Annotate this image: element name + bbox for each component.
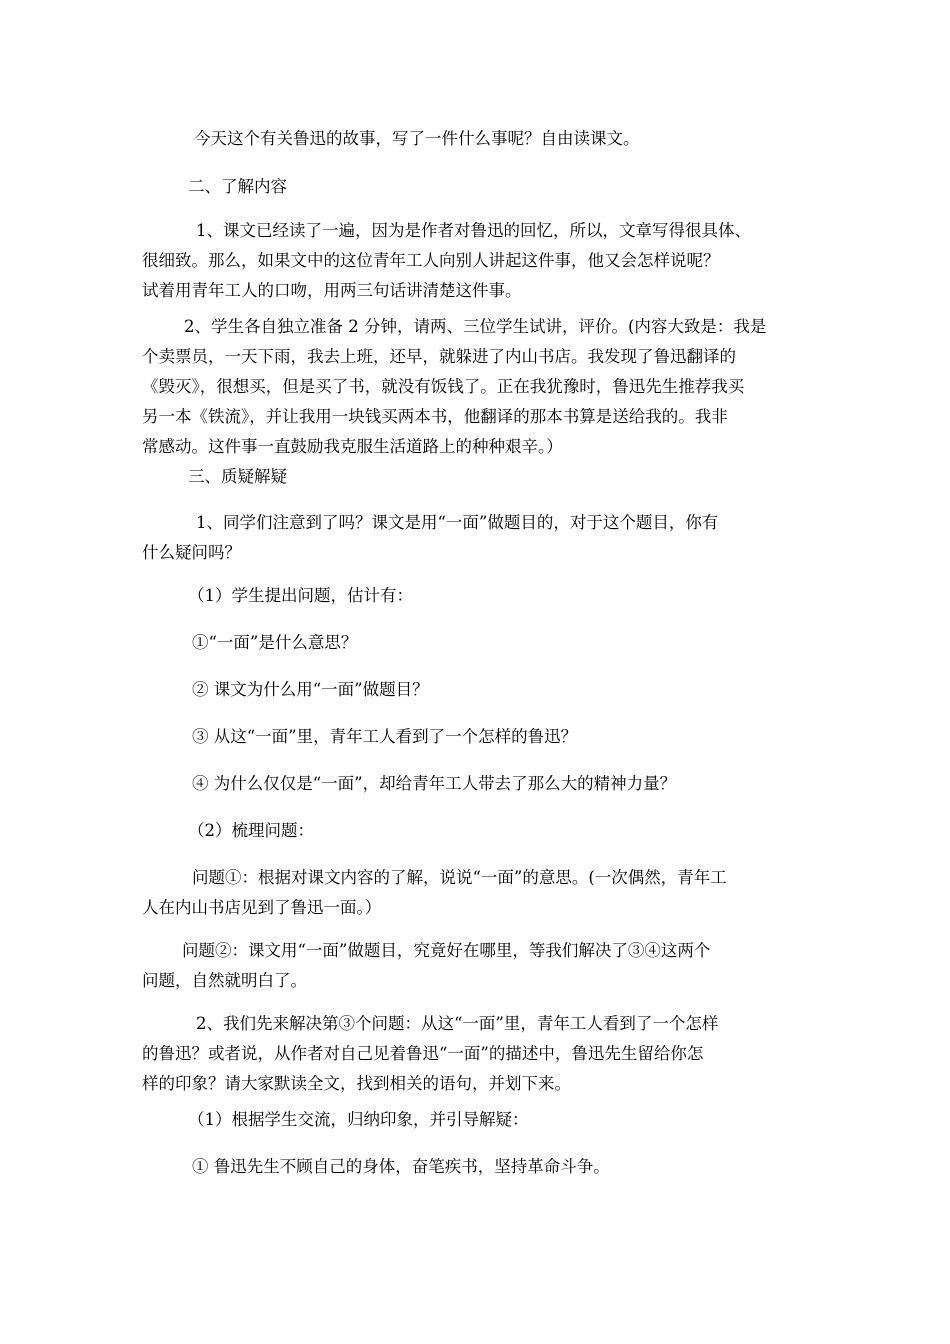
text-line: （1）学生提出问题，估计有： (188, 586, 413, 605)
paragraph-item-1 (142, 216, 808, 306)
paragraph-sub-1 (142, 581, 808, 611)
paragraph-sub-3 (142, 1105, 808, 1135)
text-line: 1、同学们注意到了吗？课文是用“一面”做题目的，对于这个题目，你有 (196, 513, 719, 532)
paragraph-question-2 (142, 1009, 808, 1099)
text-line: 常感动。这件事一直鼓励我克服生活道路上的种种艰辛。） (142, 437, 563, 456)
heading-text: 二、了解内容 (188, 177, 287, 196)
text-line: ①“一面”是什么意思？ (192, 633, 358, 652)
text-line: ④ 为什么仅仅是“一面”，却给青年工人带去了那么大的精神力量？ (192, 774, 677, 793)
text-line: 《毁灭》，很想买，但是买了书，就没有饭钱了。正在我犹豫时，鲁迅先生推荐我买 (142, 377, 745, 396)
text-line: 2、学生各自独立准备 2 分钟，请两、三位学生试讲，评价。(内容大致是：我是 (184, 317, 767, 336)
paragraph-problem-2 (142, 936, 808, 996)
text-line: 另一本《铁流》，并让我用一块钱买两本书，他翻译的那本书算是送给我的。我非 (142, 407, 728, 426)
paragraph-sub-2 (142, 816, 808, 846)
paragraph-question-1 (142, 508, 808, 568)
text-line: 问题②：课文用“一面”做题目，究竟好在哪里，等我们解决了③④这两个 (182, 941, 711, 960)
paragraph-item-2 (142, 312, 808, 462)
text-line: ② 课文为什么用“一面”做题目？ (192, 680, 429, 699)
question-item-4 (142, 769, 808, 799)
text-line: 问题，自然就明白了。 (142, 971, 307, 990)
text-line: 人在内山书店见到了鲁迅一面。） (142, 898, 382, 917)
heading-text: 三、质疑解疑 (188, 467, 287, 486)
text-line: （2）梳理问题： (188, 821, 314, 840)
text-line: 的鲁迅？或者说，从作者对自己见着鲁迅“一面”的描述中，鲁迅先生留给你怎 (142, 1044, 704, 1063)
paragraph-intro (142, 124, 808, 154)
section-heading-2 (142, 172, 808, 202)
text-line: （1）根据学生交流，归纳印象，并引导解疑： (188, 1110, 529, 1129)
text-line: 今天这个有关鲁迅的故事，写了一件什么事呢？自由读课文。 (194, 129, 640, 148)
text-line: 问题①：根据对课文内容的了解，说说“一面”的意思。(一次偶然，青年工 (192, 868, 727, 887)
text-line: 1、课文已经读了一遍，因为是作者对鲁迅的回忆，所以，文章写得很具体、 (196, 221, 751, 240)
section-heading-3 (142, 462, 808, 492)
question-item-3 (142, 722, 808, 752)
paragraph-problem-1 (142, 863, 808, 923)
text-line: ① 鲁迅先生不顾自己的身体，奋笔疾书，坚持革命斗争。 (192, 1157, 610, 1176)
question-item-1 (142, 628, 808, 658)
text-line: ③ 从这“一面”里，青年工人看到了一个怎样的鲁迅？ (192, 727, 578, 746)
text-line: 试着用青年工人的口吻，用两三句话讲清楚这件事。 (142, 281, 522, 300)
text-line: 很细致。那么，如果文中的这位青年工人向别人讲起这件事，他又会怎样说呢？ (142, 251, 720, 270)
text-line: 个卖票员，一天下雨，我去上班，还早，就躲进了内山书店。我发现了鲁迅翻译的 (142, 347, 736, 366)
text-line: 样的印象？请大家默读全文，找到相关的语句，并划下来。 (142, 1074, 571, 1093)
text-line: 2、我们先来解决第③个问题：从这“一面”里，青年工人看到了一个怎样 (196, 1014, 719, 1033)
question-item-2 (142, 675, 808, 705)
impression-item-1 (142, 1152, 808, 1182)
text-line: 什么疑问吗？ (142, 543, 241, 562)
